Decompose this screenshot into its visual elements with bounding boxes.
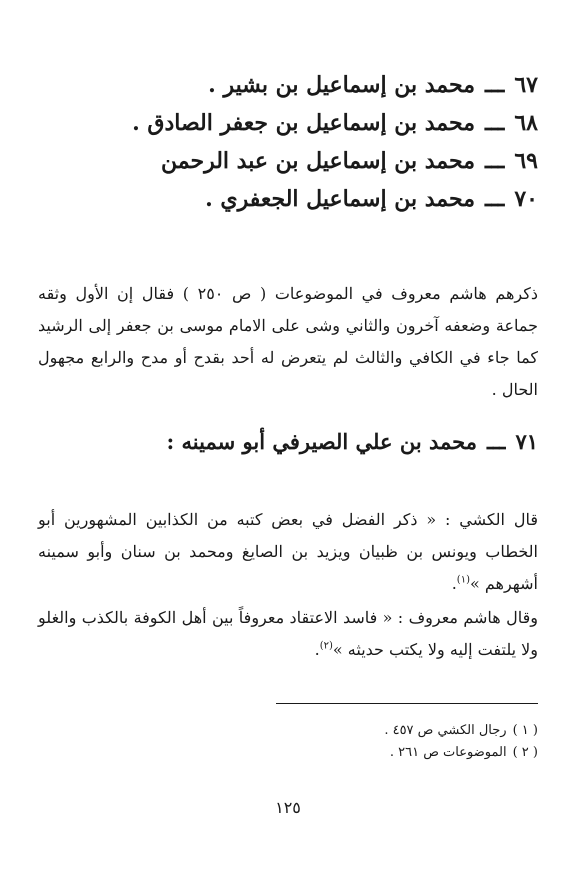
quote-text: قال الكشي : « ذكر الفضل في بعض كتبه من الكذابين المشهورين أبو الخطاب ويونس بن ظبيان ويزيد بن الصايغ ومحمد بن سنان وأبو سمينه أشهرهم » (38, 510, 538, 593)
section-heading (38, 422, 538, 462)
entry-name: محمد بن إسماعيل بن عبد الرحمن (161, 148, 476, 174)
list-item (38, 104, 538, 142)
sentence-end: . (314, 640, 320, 659)
heading-title: محمد بن علي الصيرفي أبو سمينه : (166, 429, 477, 454)
footnote (38, 720, 538, 742)
entry-list (38, 66, 538, 218)
entry-number: ٦٨ (514, 110, 538, 136)
footnotes (38, 720, 538, 764)
footnote (38, 742, 538, 764)
list-item (38, 66, 538, 104)
footnote-text: الموضوعات ص ٢٦١ . (389, 745, 507, 760)
heading-number: ٧١ (515, 429, 538, 454)
commentary-paragraph: ذكرهم هاشم معروف في الموضوعات ( ص ٢٥٠ ) فقال إن الأول وثقه جماعة وضعفه آخرون والثاني وشى على الامام موسى بن جعفر إلى الرشيد كما جاء في الكافي والثالث لم يتعرض له أحد بقدح أو مدح والرابع مجهول الحال . (38, 284, 538, 399)
footnote-ref: (١) (456, 574, 470, 586)
hashim-quote-paragraph (38, 602, 538, 666)
entry-name: محمد بن إسماعيل بن جعفر الصادق . (132, 110, 476, 136)
entry-dash: ـــ (485, 72, 505, 98)
sentence-end: . (451, 574, 457, 593)
entry-dash: ـــ (485, 148, 505, 174)
entry-dash: ـــ (485, 110, 505, 136)
entry-number: ٧٠ (514, 186, 538, 212)
entry-number: ٦٧ (514, 72, 538, 98)
entry-dash: ـــ (485, 186, 505, 212)
footnote-text: رجال الكشي ص ٤٥٧ . (384, 723, 507, 738)
page-number: ١٢٥ (275, 798, 301, 817)
list-item (38, 180, 538, 218)
footnote-ref: (٢) (319, 640, 333, 652)
entry-name: محمد بن إسماعيل بن بشير . (208, 72, 476, 98)
quote-text: وقال هاشم معروف : « فاسد الاعتقاد معروفاً بين أهل الكوفة بالكذب والغلو ولا يلتفت إليه ولا يكتب حديثه » (38, 608, 538, 659)
heading-dash: ـــ (486, 429, 506, 454)
entry-name: محمد بن إسماعيل الجعفري . (205, 186, 476, 212)
kashshi-quote-paragraph (38, 504, 538, 600)
footnote-number: ( ٢ ) (512, 745, 538, 760)
list-item (38, 142, 538, 180)
entry-number: ٦٩ (514, 148, 538, 174)
footnote-number: ( ١ ) (512, 723, 538, 738)
footnote-divider (276, 703, 538, 704)
